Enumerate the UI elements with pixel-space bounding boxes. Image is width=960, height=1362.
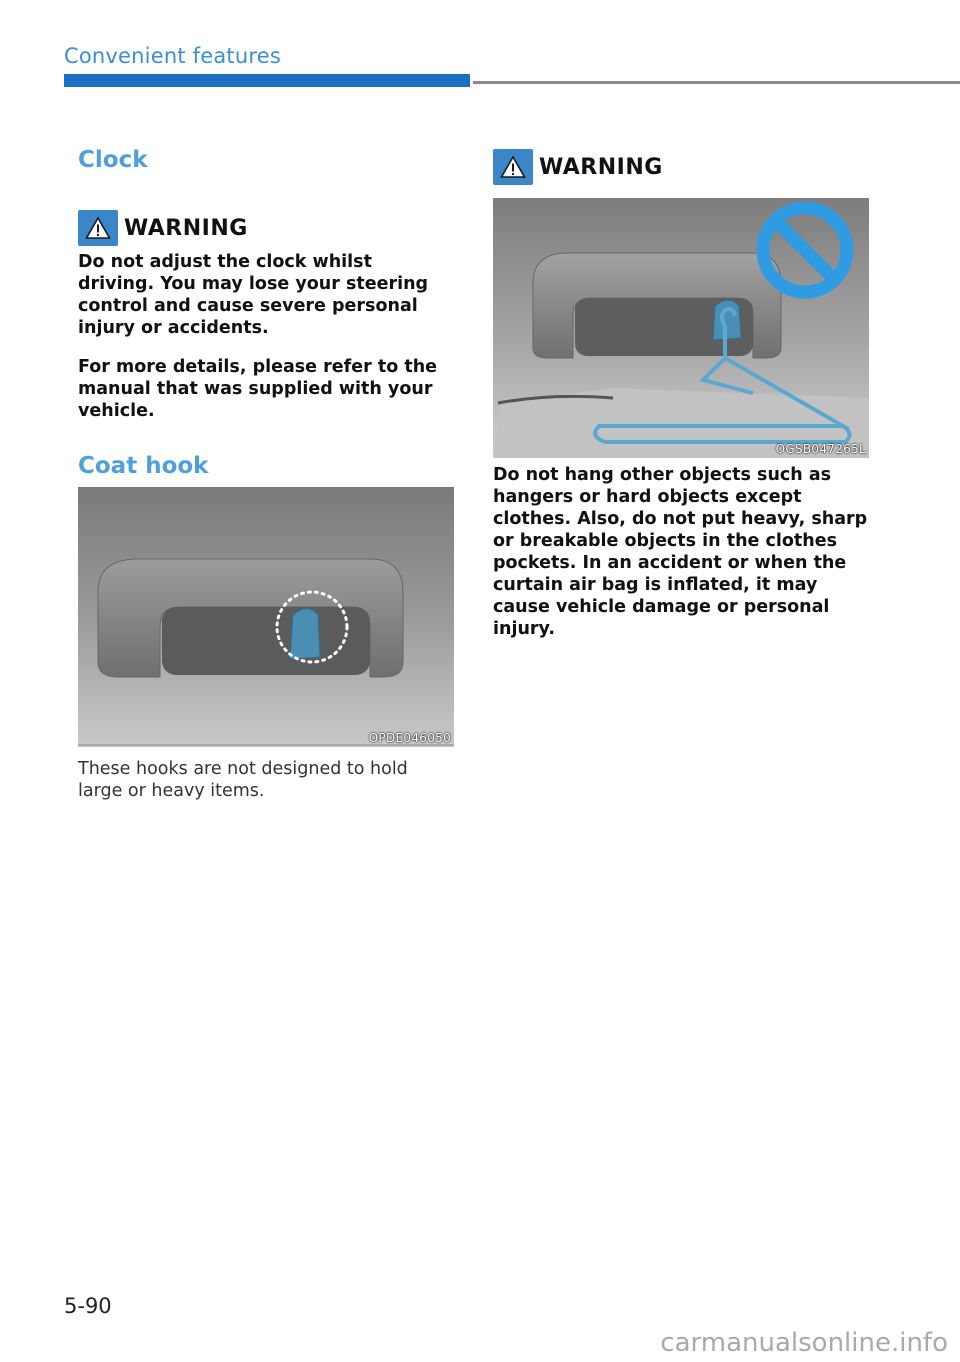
header-accent-bar — [64, 74, 470, 87]
coat-hook-section-title: Coat hook — [78, 453, 209, 479]
figure-code: OGSB047265L — [775, 442, 866, 456]
coat-hook-figure — [78, 487, 454, 747]
coat-hook-illustration — [78, 487, 454, 747]
running-header: Convenient features — [64, 44, 282, 68]
hanger-illustration — [493, 198, 869, 458]
hook-warning-heading — [493, 149, 663, 185]
figure-code: OPDE046050 — [368, 731, 451, 745]
hook-warning-text: Do not hang other objects such as hangers or hard objects except clothes. Also, do not put heavy, sharp or breakable objects in the clothes pockets. In an accident or when the curtain air bag is inflated, it may cause vehicle damage or personal injury. — [493, 465, 868, 639]
clock-warning-text: Do not adjust the clock whilst driving. You may lose your steering control and cause severe personal injury or accidents. — [78, 252, 429, 338]
header-rule — [473, 81, 960, 84]
warning-icon — [78, 210, 118, 246]
warning-label: WARNING — [124, 215, 248, 241]
warning-label: WARNING — [539, 154, 663, 180]
clock-warning-heading — [78, 210, 248, 246]
hanger-warning-figure — [493, 198, 869, 458]
page-number: 5-90 — [64, 1294, 112, 1318]
clock-details-text: For more details, please refer to the manual that was supplied with your vehicle. — [78, 357, 438, 421]
coat-hook-caption: These hooks are not designed to hold large or heavy items. — [78, 759, 408, 801]
clock-section-title: Clock — [78, 147, 148, 173]
watermark-url: carmanualsonline.info — [660, 1328, 948, 1358]
warning-icon — [493, 149, 533, 185]
